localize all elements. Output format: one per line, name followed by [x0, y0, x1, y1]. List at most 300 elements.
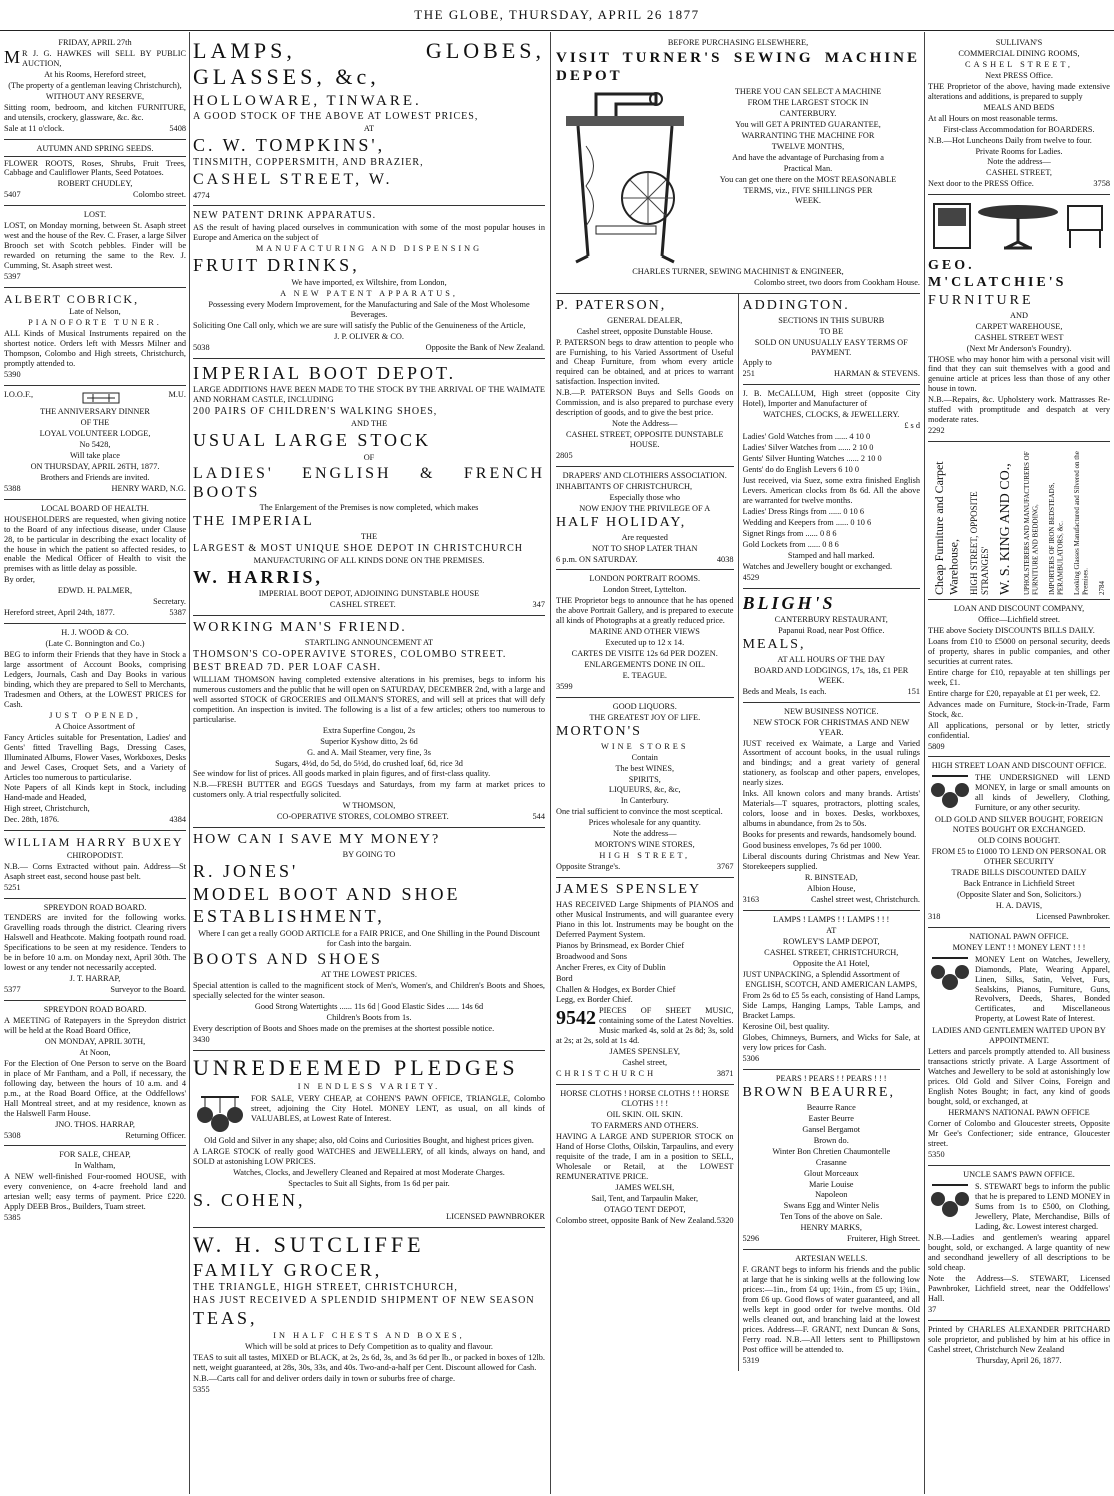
- ad-number: 2292: [928, 426, 945, 436]
- ad-line: Bord: [556, 973, 573, 983]
- ad-line: You will GET A PRINTED GUARANTEE,: [735, 119, 881, 129]
- ad-body: N.B.—FRESH BUTTER and EGGS Tuesdays and Saturdays, from my farm at market prices to customers only. A trial respectfully solicited.: [193, 780, 545, 800]
- ad-name: C. W. TOMPKINS',: [193, 134, 386, 155]
- ad-line: SPIRITS,: [628, 774, 661, 784]
- ad-line: Watches and Jewellery bought or exchanged.: [742, 561, 893, 571]
- price-line: Ladies' Gold Watches from ...... 4 10 0: [742, 432, 871, 442]
- ad-body: Inks. All known colors and many brands. Artists' Materials—T squares, protractors, plotting scales, colors, loose and in boxes. Desks, workboxes, albums in abundance, from 2s to 50s.: [742, 789, 920, 829]
- ad-footer: CASHEL STREET. 347: [329, 600, 545, 610]
- ad-line: CASHEL STREET WEST: [974, 332, 1064, 342]
- ad-tompkins: [193, 34, 545, 206]
- ad-line: AT: [363, 123, 375, 133]
- list-item: Swans Egg and Winter Nelis: [783, 1201, 879, 1211]
- column-rule: [550, 32, 551, 1494]
- ad-line: By order,: [4, 575, 36, 585]
- ad-line: AT THE LOWEST PRICES.: [321, 969, 417, 979]
- ad-line: OF THE: [80, 418, 110, 428]
- ad-line: CARPET WAREHOUSE,: [975, 321, 1063, 331]
- ad-subtitle: FAMILY GROCER,: [193, 1259, 383, 1280]
- ad-body: LOST, on Monday morning, between St. Asaph street west and the house of the Rev. C. Fraser, a large Silver Brooch set with Scotch pebbles. Finder will be rewarded on returning the same to the Rev. J. Cumming, St. Asaph street west.: [4, 221, 186, 271]
- ad-line: SECTIONS IN THIS SUBURB: [778, 315, 885, 325]
- ad-body: FOR SALE, VERY CHEAP, at COHEN'S PAWN OFFICE, TRIANGLE, Colombo street, adjoining the City Hotel. MONEY LENT, as usual, on all kinds of VALUABLES, at Lowest Rate of Interest.: [251, 1093, 545, 1123]
- price-line: Gents' Silver Hunting Watches ...... 2 10 0: [742, 454, 882, 464]
- ad-body: BEG to inform their Friends that they have in Stock a large assortment of Account Books, comprising Ledgers, Journals, Cash and Day Books in various binding, which they are prepared to Sell to Merchants, Tradesmen and Others, at the LOWEST PRICES for Cash.: [4, 650, 186, 709]
- ad-body: THE Proprietor begs to announce that he has opened the above Portrait Gallery, and is prepared to execute all kinds of Photographs at a greatly reduced price.: [556, 596, 734, 626]
- ad-title: P. PATERSON,: [556, 297, 667, 313]
- ad-line: OTAGO TENT DEPOT,: [603, 1204, 686, 1214]
- ad-body: F. GRANT begs to inform his friends and the public at large that he is sinking wells at the following low prices:—1in., from £4 up; 1½in., from £5 up; 1¾in., from £6 up. Good flows of water guaranteed, and all wells kept in good order for twelve months. Old wells cleaned out, and branching laid at the lowest prices. Address—F. GRANT, next Duncan & Sons, Ferry road. N.B.—All letters sent to Phillipstown Post office will be attended to.: [742, 1265, 920, 1354]
- ad-number: 5306: [742, 1054, 760, 1064]
- ad-footer: Opposite Strange's. 3767: [556, 862, 734, 872]
- ad-body: TEAS to suit all tastes, MIXED or BLACK, at 2s, 2s 6d, 3s, and 3s 6d per lb., or packed in boxes of 12lb. nett, weight guaranteed, at 28s, 30s, 33s, and 40s. Two-and-a-half per Cent. Discount allowed for Cash.: [193, 1352, 545, 1372]
- ad-title: HIGH STREET LOAN AND DISCOUNT OFFICE.: [931, 761, 1107, 771]
- ad-body: Globes, Chimneys, Burners, and Wicks for Sale, at very low prices for Cash.: [742, 1033, 920, 1053]
- ad-line: Note the address—: [987, 157, 1051, 167]
- column-2: [193, 34, 545, 1492]
- ad-name: W. H. SUTCLIFFE: [193, 1232, 425, 1258]
- ad-buxey: [4, 831, 186, 898]
- ad-welsh: [556, 1085, 734, 1230]
- ad-signature: EDWD. H. PALMER,: [57, 586, 133, 596]
- ad-line: Opposite the A1 Hotel,: [792, 958, 870, 968]
- vertical-text: IMPORTERS OF IRON BEDSTEADS, PERAMBULATORS, &c.: [1047, 482, 1065, 596]
- ad-title: LAMPS, GLOBES, GLASSES, &c,: [193, 38, 545, 90]
- ad-headline: MODEL BOOT AND SHOE: [193, 883, 461, 904]
- ad-line: No 5428,: [79, 439, 111, 449]
- ad-jones: [193, 828, 545, 1050]
- ad-footer: Beds and Meals, 1s each. 151: [742, 686, 920, 696]
- column-1: [4, 34, 186, 1492]
- ad-footer: Next door to the PRESS Office. 3758: [928, 179, 1110, 189]
- ad-national-pawn: [928, 928, 1110, 1166]
- ad-line: And have the advantage of Purchasing from a: [732, 152, 884, 162]
- ad-line: Prices wholesale for any quantity.: [588, 818, 701, 828]
- ad-title: HOW CAN I SAVE MY MONEY?: [193, 832, 441, 848]
- ad-footer: 5377 Surveyor to the Board.: [4, 985, 186, 995]
- ad-body: Loans from £10 to £5000 on personal security, deeds of property, shares in public companies, and other securities at current rates.: [928, 636, 1110, 666]
- ad-line: Where I can get a really GOOD ARTICLE for a FAIR PRICE, and One Shilling in the Pound Discount for Cash into the bargain.: [198, 928, 540, 948]
- ad-line: Cashel street,: [622, 1058, 668, 1068]
- ad-line: In Waltham,: [74, 1161, 116, 1171]
- ad-body: Books for presents and rewards, handsomely bound.: [742, 830, 917, 840]
- ad-line: CASHEL STREET,: [986, 168, 1052, 178]
- divider: [4, 156, 186, 157]
- ad-line: WITHOUT ANY RESERVE,: [45, 91, 145, 101]
- ad-line: THE TRIANGLE, HIGH STREET, CHRISTCHURCH,: [193, 1282, 458, 1294]
- ad-sutcliffe: [193, 1228, 545, 1399]
- ad-line: We have imported, ex Wiltshire, from London,: [291, 277, 447, 287]
- ad-number: 5355: [193, 1384, 210, 1394]
- ad-footer: 5038 Opposite the Bank of New Zealand.: [193, 342, 545, 352]
- ad-body: Advances made on Furniture, Stock-in-Trade, Farm Stock, &c.: [928, 699, 1110, 719]
- ad-body: J. B. McCALLUM, High street (opposite City Hotel), Importer and Manufacturer of: [742, 389, 920, 409]
- ad-body: See window for list of prices. All goods marked in plain figures, and of first-class quality.: [193, 769, 491, 779]
- ad-body: A NEW well-finished Four-roomed HOUSE, with every convenience, on 4-acre freehold land and artesian well; easy terms of payment. Price £220. Apply DEEB Bros., Builders, Tuam street.: [4, 1172, 186, 1212]
- ad-line: (The property of a gentleman leaving Christchurch),: [8, 80, 182, 90]
- ad-number: 5319: [742, 1355, 760, 1365]
- ad-title: LOCAL BOARD OF HEALTH.: [41, 503, 149, 513]
- column-3-split: [556, 294, 920, 1371]
- list-item: Beaurre Rance: [806, 1102, 856, 1112]
- ad-for-sale: [4, 1146, 186, 1228]
- ad-line: AND THE: [350, 419, 388, 429]
- ad-footer: Sale at 11 o'clock. 5408: [4, 123, 186, 133]
- ad-king-furniture: [928, 442, 1110, 600]
- imprint-text: Printed by CHARLES ALEXANDER PRITCHARD sole proprietor, and published by him at his office in Cashel street, Christchurch New Zealand: [928, 1325, 1110, 1354]
- ad-body: AS the result of having placed ourselves in communication with some of the most popular houses in Europe and America on the subject of: [193, 223, 545, 243]
- ad-number: 5390: [4, 370, 21, 380]
- ad-line: NOW ENJOY THE PRIVILEGE OF A: [579, 503, 711, 513]
- ad-signature: W THOMSON,: [342, 801, 396, 811]
- ad-body: Letters and parcels promptly attended to. All business transactions strictly private. A Large Assortment of Watches and Jewellery to be sold at astonishingly low prices. Old Gold and Silver Coins, Foreign and English Notes Bought; in fact, any kind of goods bought, sold, or exchanged, at: [928, 1047, 1110, 1107]
- ad-signature: JNO. THOS. HARRAP,: [55, 1119, 135, 1129]
- ad-title: WORKING MAN'S FRIEND.: [193, 620, 407, 636]
- ad-line: ON THURSDAY, APRIL 26TH, 1877.: [30, 461, 160, 471]
- price-line: Children's Boots from 1s.: [326, 1012, 412, 1022]
- ad-line: GENERAL DEALER,: [607, 315, 683, 325]
- ad-line: Kerosine Oil, best quality.: [742, 1022, 830, 1032]
- ad-line: You can get one there on the MOST REASONABLE: [719, 174, 897, 184]
- column-3: [556, 34, 920, 1492]
- ad-davis: [928, 757, 1110, 927]
- ad-stewart-pawn: [928, 1166, 1110, 1321]
- lodge-emblem-icon: [81, 390, 121, 406]
- imprint: [928, 1321, 1110, 1371]
- vertical-text: UPHOLSTERERS AND MANUFACTURERS OF FURNITURE AND BEDDING,: [1023, 451, 1040, 596]
- column-4: [928, 34, 1110, 1492]
- ad-title: GOOD LIQUORS.: [612, 701, 677, 711]
- ad-body: HOUSEHOLDERS are requested, when giving notice to the Board of any infectious disease, under Clause 28, to be particular in describing the exact locality of the house in which the patient so affected resides, to enable the Medical Officer of Health to visit the premises with as little delay as possible.: [4, 514, 186, 574]
- ad-intro: M R J. G. HAWKES will SELL BY PUBLIC AUCTION,: [4, 46, 186, 68]
- ad-sullivan: [928, 34, 1110, 195]
- ad-line: TWELVE MONTHS,: [771, 141, 845, 151]
- ad-chudley-seeds: [4, 140, 186, 207]
- ad-title: LAMPS ! LAMPS ! ! LAMPS ! ! !: [773, 914, 890, 924]
- ad-title: LOAN AND DISCOUNT COMPANY,: [953, 604, 1085, 614]
- ad-line: HERMAN'S NATIONAL PAWN OFFICE: [948, 1107, 1090, 1117]
- ad-number: 4529: [742, 572, 760, 582]
- ad-footer: CHRISTCHURCH 3871: [556, 1069, 734, 1079]
- price-line: Gents' do do English Levers 6 10 0: [742, 465, 859, 475]
- ad-line: HIGH STREET,: [599, 851, 691, 861]
- ad-headline: MEALS,: [742, 637, 806, 653]
- ad-line: THERE YOU CAN SELECT A MACHINE: [734, 86, 882, 96]
- ad-marks-pears: [743, 1070, 921, 1250]
- ad-line: MONEY LENT ! ! MONEY LENT ! ! !: [952, 942, 1086, 952]
- ad-lost: [4, 206, 186, 288]
- ad-line: Watches, Clocks, and Jewellery Cleaned and Repaired at most Moderate Charges.: [233, 1167, 505, 1177]
- ad-number: 4774: [193, 190, 210, 200]
- drop-cap: M: [4, 46, 21, 67]
- ad-line: AND: [1010, 310, 1028, 320]
- ad-number: 5350: [928, 1149, 945, 1159]
- ad-line: MORTON'S WINE STORES,: [594, 840, 695, 850]
- ad-line: High street, Christchurch,: [4, 804, 90, 814]
- ad-title: JAMES SPENSLEY: [556, 882, 702, 898]
- ad-signature: J. T. HARRAP,: [69, 974, 121, 984]
- ad-number: 3430: [193, 1034, 210, 1044]
- price-line: Signet Rings from ...... 0 8 6: [742, 528, 837, 538]
- ad-body: N.B.—Carts call for and deliver orders daily in town or suburbs free of charge.: [193, 1373, 456, 1383]
- ad-line: TO FARMERS AND OTHERS.: [591, 1120, 699, 1130]
- ad-line: CHIROPODIST.: [66, 850, 124, 860]
- column-rule: [924, 32, 925, 1494]
- ad-body: TENDERS are invited for the following works. Gravelling roads through the district. Clearing rivers Halswell and Heathcote. Making footpath round road. Specifications to be seen at my residence. Tenders to be in before 10 a.m. on Monday next, April 30th. The lowest or any tender not necessarily accepted.: [4, 913, 186, 973]
- ad-line: MANUFACTURING AND DISPENSING: [255, 244, 483, 254]
- ad-title: UNREDEEMED PLEDGES: [193, 1054, 519, 1080]
- pawnbroker-balls-icon: [928, 1181, 972, 1221]
- ad-line: Brothers and Friends are invited.: [40, 472, 150, 482]
- ad-line: CANTERBURY.: [779, 108, 837, 118]
- ad-line: CARTES DE VISITE 12s 6d PER DOZEN.: [571, 649, 718, 659]
- ad-line: Late of Nelson,: [69, 307, 121, 317]
- ad-line: Office—Lichfield street.: [978, 615, 1060, 625]
- ad-title: NATIONAL PAWN OFFICE.: [969, 931, 1069, 941]
- ad-line: 200 PAIRS OF CHILDREN'S WALKING SHOES,: [193, 406, 438, 418]
- ad-line: Ten Tons of the above on Sale.: [780, 1212, 883, 1222]
- ad-body: WILLIAM THOMSON having completed extensive alterations in his premises, begs to inform his numerous customers and the public that he will open on SATURDAY, DECEMBER 2nd, with a large and well assorted STOCK of GROCERIES and OILMAN'S STORES, and will sell at prices that will defy competition. An inspection is invited. The following is a list of a few articles; others too numerous to particularise.: [193, 674, 545, 724]
- ad-name: W. HARRIS,: [193, 566, 323, 587]
- ad-footer: 318 Licensed Pawnbroker.: [928, 911, 1110, 921]
- pawnbroker-balls-icon: [928, 772, 972, 812]
- ad-line: IMPERIAL BOOT DEPOT, ADJOINING DUNSTABLE HOUSE: [258, 589, 480, 599]
- ad-body: HAVING A LARGE AND SUPERIOR STOCK on Hand of Horse Cloths, Oilskin, Tarpaulins, and every requisite of the trade, I am in a position to SELL, Wholesale or Retail, at the LOWEST REMUNERATIVE PRICE.: [556, 1131, 734, 1181]
- ad-spreydon-meeting: [4, 1001, 186, 1146]
- ad-number: 37: [928, 1305, 937, 1315]
- price-line: Ladies' Dress Rings from ...... 0 10 6: [742, 506, 865, 516]
- ad-line: A GOOD STOCK OF THE ABOVE AT LOWEST PRICES,: [193, 110, 479, 122]
- ad-headline: FRUIT DRINKS,: [193, 255, 360, 276]
- ad-title: SULLIVAN'S: [995, 38, 1043, 47]
- ad-teague: [556, 570, 734, 697]
- ad-title: LONDON PORTRAIT ROOMS.: [589, 574, 701, 584]
- ad-body: A LARGE STOCK of really good WATCHES and JEWELLERY, of all kinds, always on hand, and SOLD at astonishing LOW PRICES.: [193, 1146, 545, 1166]
- ad-morton: [556, 698, 734, 878]
- ad-title: NEW PATENT DRINK APPARATUS.: [193, 210, 377, 222]
- ad-body: N.B.—Repairs, &c. Upholstery work. Mattrasses Re-stuffed with promptitude and despatch at very moderate rates.: [928, 395, 1110, 425]
- ad-body: Entire charge for £10, repayable at ten shillings per week, £1.: [928, 667, 1110, 687]
- ad-number: 2805: [556, 451, 573, 461]
- ad-footer: 5388 HENRY WARD, N.G.: [4, 483, 186, 493]
- ad-line: LOYAL VOLUNTEER LODGE,: [39, 428, 151, 438]
- price-line: G. and A. Mail Steamer, very fine, 3s: [307, 747, 431, 757]
- vertical-text: Looking Glasses Manufactured and Silvered on the Premises.: [1072, 451, 1090, 596]
- ad-body: MONEY Lent on Watches, Jewellery, Diamonds, Plate, Wearing Apparel, Linen, Silks, Satin, Velvet, Furs, Sealskins, Pianos, Furniture, Guns, Revolvers, Deeds, Shares, Bonded Certificates, and Miscellaneous Property, at Lowest Rate of Interest.: [975, 954, 1110, 1024]
- ad-title: WILLIAM HARRY BUXEY: [4, 835, 184, 850]
- ad-line: NEW STOCK FOR CHRISTMAS AND NEW YEAR.: [753, 717, 910, 737]
- ad-title: DRAPERS' AND CLOTHIERS ASSOCIATION.: [562, 471, 727, 480]
- ad-body-row: [193, 1093, 545, 1135]
- ad-line: AT ALL HOURS OF THE DAY: [777, 654, 886, 664]
- ad-title: PEARS ! PEARS ! ! PEARS ! ! !: [775, 1074, 887, 1084]
- ad-body: P. PATERSON begs to draw attention to people who are Furnishing, to his Varied Assortment of Useful and Cheap Furniture, from whom every article required can be obtained, and at prices to warrant satisfaction. Inspection invited.: [556, 337, 734, 387]
- ad-header: I.O.O.F., M.U.: [4, 390, 186, 406]
- furniture-illustration: [928, 198, 1110, 254]
- ad-board-of-health: [4, 500, 186, 624]
- ad-line: Back Entrance in Lichfield Street: [963, 878, 1075, 888]
- ad-oliver: [193, 206, 545, 358]
- list-item: Brown do.: [813, 1135, 849, 1145]
- ad-title: SPREYDON ROAD BOARD.: [43, 1005, 147, 1015]
- ad-cohen: [193, 1051, 545, 1229]
- ad-body: Note Papers of all Kinds kept in Stock, including Hand-made and Headed,: [4, 783, 186, 803]
- ad-line: BEST BREAD 7D. PER LOAF CASH.: [193, 661, 382, 673]
- list-item: Gansel Bergamot: [802, 1124, 861, 1134]
- list-item: Crasanne: [815, 1157, 847, 1167]
- ad-body: Fancy Articles suitable for Presentation, Ladies' and Gents' fitted Travelling Bags, Dressing Cases, Illuminated Albums, Flower Vases, Workboxes, Desks and Jewel Cases, Croquet Sets, and a Variety of Articles too numerous to particularise.: [4, 732, 186, 782]
- ad-headline: BOOTS AND SHOES: [193, 950, 383, 968]
- ad-line: (Late C. Bonnington and Co.): [45, 639, 145, 649]
- ad-line: The Enlargement of the Premises is now completed, which makes: [259, 502, 479, 512]
- ad-title: UNCLE SAM'S PAWN OFFICE.: [963, 1169, 1075, 1179]
- ad-rowley-lamps: [743, 911, 921, 1070]
- vertical-text: 2784: [1097, 581, 1106, 596]
- ad-name: JAMES WELSH,: [615, 1182, 675, 1192]
- ad-name: MORTON'S: [556, 723, 642, 739]
- ad-line: Colombo street, two doors from Cookham House.: [754, 277, 920, 287]
- ad-name: E. TEAGUE.: [622, 671, 667, 681]
- ad-line: Next PRESS Office.: [985, 70, 1053, 80]
- ad-line: Are requested: [621, 532, 668, 542]
- price-header: £ s d: [904, 421, 920, 431]
- ad-wood: [4, 624, 186, 831]
- ad-date: FRIDAY, APRIL 27th: [58, 38, 132, 47]
- ad-line: A NEW PATENT APPARATUS,: [280, 288, 458, 298]
- ad-line: JUST OPENED,: [49, 710, 141, 720]
- ad-line: At Noon,: [79, 1047, 111, 1057]
- masthead: THE GLOBE, THURSDAY, APRIL 26 1877: [0, 0, 1114, 31]
- ad-line: HAS JUST RECEIVED A SPLENDID SHIPMENT OF NEW SEASON: [193, 1295, 535, 1307]
- ad-line: MEALS AND BEDS: [983, 102, 1055, 112]
- ad-title: AUTUMN AND SPRING SEEDS.: [36, 143, 154, 153]
- ad-body: Entire charge for £20, repayable at £1 per week, £2.: [928, 688, 1101, 698]
- ad-signature: J. P. OLIVER & CO.: [334, 331, 404, 341]
- vertical-ad-block: [928, 445, 1110, 595]
- ad-line: INHABITANTS OF CHRISTCHURCH,: [556, 481, 693, 491]
- ad-line: (Opposite Slater and Son, Solicitors.): [957, 889, 1081, 899]
- ad-loan-discount: [928, 600, 1110, 757]
- price-line: Extra Superfine Congou, 2s: [322, 725, 416, 735]
- ad-line: Legg, ex Border Chief.: [556, 995, 633, 1005]
- ad-text-block: [696, 86, 920, 266]
- ad-paterson: [556, 294, 734, 467]
- ad-name: R. JONES': [193, 860, 299, 881]
- ad-footer: 251 HARMAN & STEVENS.: [742, 369, 920, 379]
- ad-line: Private Rooms for Ladies.: [975, 146, 1063, 156]
- ad-footer: 5296 Fruiterer, High Street.: [742, 1234, 920, 1244]
- list-item: Winter Bon Chretien Chaumontelle: [772, 1146, 891, 1156]
- column-rule: [189, 32, 190, 1494]
- ad-number: 5809: [928, 741, 945, 751]
- ad-line: (Next Mr Anderson's Foundry).: [966, 343, 1072, 353]
- ad-line: CANTERBURY RESTAURANT,: [774, 615, 888, 625]
- ad-footer: CO-OPERATIVE STORES, COLOMBO STREET. 544: [276, 812, 545, 822]
- ad-grant-wells: [743, 1250, 921, 1370]
- ad-line: TINSMITH, COPPERSMITH, AND BRAZIER,: [193, 157, 424, 169]
- ad-body: THE Proprietor of the above, having made extensive alterations and additions, is prepared to supply: [928, 81, 1110, 101]
- ad-body: 9542 PIECES OF SHEET MUSIC, containing some of the Latest Novelties. Music marked 4s, sold at 2s 8d; 3s, sold at 2s; at 2s, sold at 1s 4d.: [556, 1006, 734, 1046]
- price-line: Ladies' Silver Watches from ...... 2 10 0: [742, 443, 874, 453]
- ad-body-row: [928, 1181, 1110, 1233]
- ad-line: THE ANNIVERSARY DINNER: [40, 407, 150, 417]
- ad-line: Ancher Freres, ex City of Dublin: [556, 962, 666, 972]
- ad-line: Executed up to 12 x 14.: [605, 638, 685, 648]
- ad-body: N.B.— Corns Extracted without pain. Address—St Asaph street east, second house past belt.: [4, 861, 186, 881]
- ad-body-row: [928, 954, 1110, 1026]
- ad-line: Practical Man.: [783, 163, 833, 173]
- ad-body: THE above Society DISCOUNTS BILLS DAILY.: [928, 626, 1095, 636]
- ad-line: LARGEST & MOST UNIQUE SHOE DEPOT IN CHRISTCHURCH: [193, 542, 523, 554]
- ad-line: At his Rooms, Hereford street,: [44, 69, 146, 79]
- ad-line: ON MONDAY, APRIL 30TH,: [44, 1036, 146, 1046]
- ad-mccallum: [743, 385, 921, 588]
- ad-blighs: [743, 589, 921, 703]
- price-line: Sugars, 4½d, do 5d, do 5½d, do crushed loaf, 6d, rice 3d: [275, 758, 463, 768]
- ad-line: Spectacles to Suit all Sights, from 1s 6d per pair.: [288, 1178, 450, 1188]
- ad-line: BY GOING TO: [342, 850, 396, 860]
- ad-line: CASHEL STREET, OPPOSITE DUNSTABLE HOUSE.: [566, 430, 724, 450]
- ad-body: Special attention is called to the magnificent stock of Men's, Women's, and Children's Boots and Shoes, specially selected for the winter season.: [193, 980, 545, 1000]
- ad-addington: [743, 294, 921, 386]
- ad-line: Note the Address—: [612, 419, 678, 429]
- ad-line: LADIES AND GENTLEMEN WAITED UPON BY APPOINTMENT.: [932, 1026, 1106, 1046]
- ad-line: Stamped and hall marked.: [787, 550, 875, 560]
- ad-line: CASHEL STREET,: [965, 59, 1073, 69]
- ad-line: TERMS, viz., FIVE SHILLINGS PER: [743, 185, 873, 195]
- ad-body: Just received, via Suez, some extra finished English Levers. American clocks from 8s 6d. All the above are warranted for twelve months.: [742, 476, 920, 505]
- ad-title: ARTESIAN WELLS.: [795, 1254, 868, 1264]
- price-line: Good Strong Watertights ...... 11s 6d | Good Elastic Sides ...... 14s 6d: [254, 1001, 484, 1011]
- ad-headline: TEAS,: [193, 1308, 258, 1329]
- list-item: Easter Beurre: [808, 1113, 854, 1123]
- ad-number: 5397: [4, 272, 21, 282]
- ad-headline: FURNITURE: [928, 292, 1034, 308]
- ad-drapers: [556, 467, 734, 570]
- ad-headline: HALF HOLIDAY,: [556, 514, 687, 530]
- ad-name: R. BINSTEAD,: [804, 872, 858, 882]
- ad-thomson: [193, 616, 545, 828]
- ad-line: COMMERCIAL DINING ROOMS,: [958, 48, 1080, 58]
- ad-headline: LADIES' ENGLISH & FRENCH BOOTS: [193, 464, 545, 501]
- ad-line: Albion House,: [807, 883, 856, 893]
- ad-line: IN HALF CHESTS AND BOXES,: [273, 1330, 465, 1340]
- ad-body: Every description of Boots and Shoes made on the premises at the shortest possible notice.: [193, 1023, 495, 1033]
- ad-body: HAS RECEIVED Large Shipments of PIANOS and other Musical Instruments, and will guarantee every Piano in this lot. Instruments may be bought on the Deferred Payment System.: [556, 899, 734, 939]
- ad-title: SPREYDON ROAD BOARD.: [43, 902, 147, 912]
- ad-line: Cashel street, opposite Dunstable House.: [576, 326, 713, 336]
- ad-line: OLD GOLD AND SILVER BOUGHT, FOREIGN NOTES BOUGHT OR EXCHANGED.: [934, 815, 1104, 835]
- ad-name: HENRY MARKS,: [800, 1223, 862, 1233]
- ad-line: Apply to: [742, 358, 772, 368]
- ad-line: In Canterbury.: [620, 796, 669, 806]
- ad-line: At all Hours on most reasonable terms.: [928, 113, 1058, 123]
- imprint-date: Thursday, April 26, 1877.: [976, 1355, 1062, 1365]
- price-line: Gold Lockets from ...... 0 8 6: [742, 539, 839, 549]
- ad-footer: 3163 Cashel street west, Christchurch.: [742, 894, 920, 904]
- ad-footer: 5407 Colombo street.: [4, 190, 186, 200]
- ad-hawkes-auction: [4, 34, 186, 140]
- list-item: Napoleon: [815, 1190, 848, 1200]
- ad-line: Note the address—: [612, 829, 677, 839]
- ad-body: Corner of Colombo and Gloucester streets, Opposite Mr Gee's Confectioner; side entrance, Gloucester street.: [928, 1118, 1110, 1148]
- ad-body: JUST UNPACKING, a Splendid Assortment of: [742, 969, 900, 979]
- ad-body-row: [928, 772, 1110, 814]
- ad-subtitle: HOLLOWARE, TINWARE.: [193, 92, 422, 109]
- ad-line: Especially those who: [609, 492, 680, 502]
- ad-line: THOMSON'S CO-OPERAVIVE STORES, COLOMBO STREET.: [193, 648, 507, 660]
- ad-title: ALBERT COBRICK,: [4, 292, 140, 307]
- ad-name: ROBERT CHUDLEY,: [57, 179, 133, 189]
